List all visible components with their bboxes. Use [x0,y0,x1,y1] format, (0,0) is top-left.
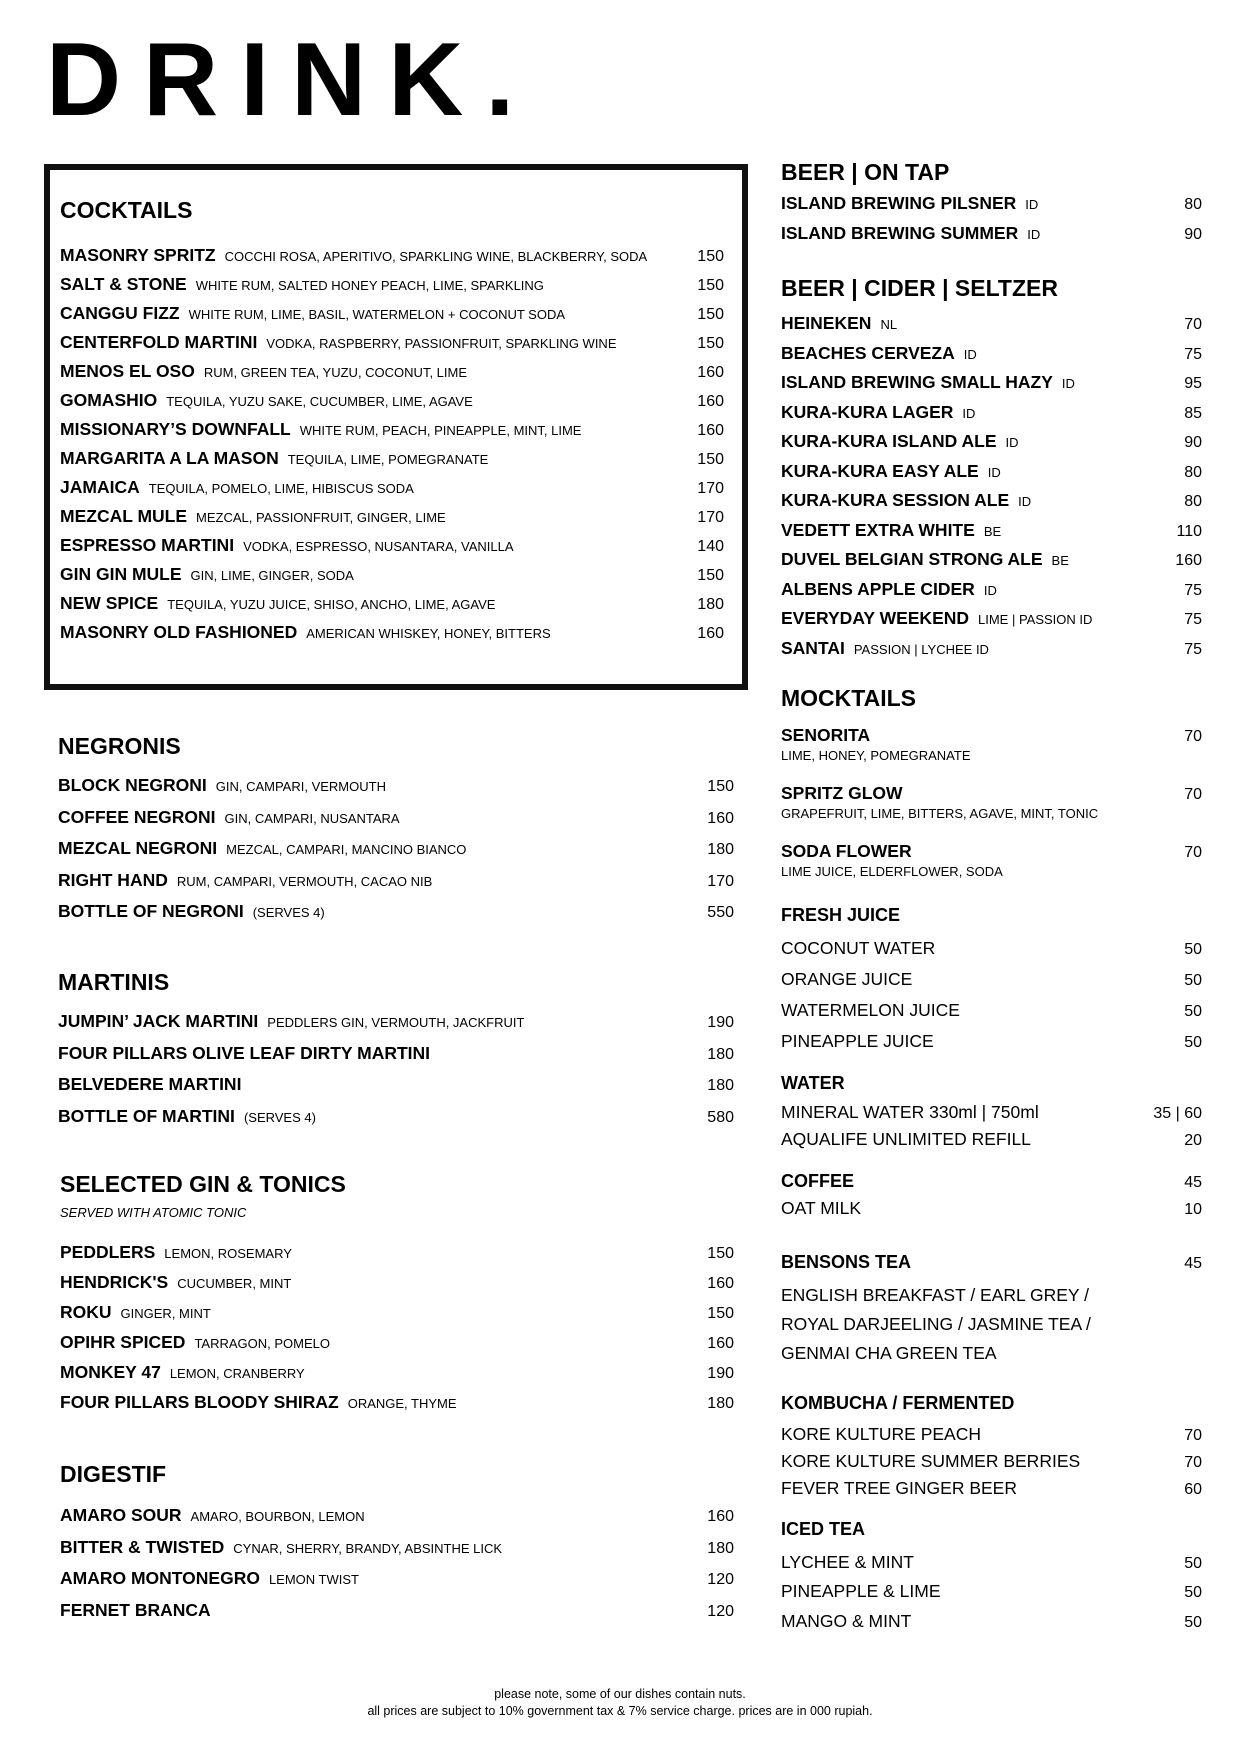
item-name: MASONRY SPRITZ [60,245,216,266]
item-name: ORANGE JUICE [781,968,913,989]
item-ingredients: GIN, CAMPARI, VERMOUTH [215,779,386,795]
item-name: DUVEL BELGIAN STRONG ALE [781,549,1043,570]
item-price: 150 [697,335,724,353]
item-price: 170 [697,480,724,498]
item-name: JAMAICA [60,477,140,498]
item-price: 160 [1175,552,1202,570]
item-price: 180 [707,1077,734,1095]
item-name: AQUALIFE UNLIMITED REFILL [781,1128,1031,1149]
item-ingredients: TEQUILA, YUZU JUICE, SHISO, ANCHO, LIME, AGAVE [167,597,496,613]
kombucha-section [781,1394,1202,1505]
item-price: 10 [1184,1201,1202,1218]
menu-item [58,901,734,933]
beer-cider-heading: BEER | CIDER | SELTZER [781,275,1058,301]
tea-heading: BENSONS TEA [781,1252,912,1272]
item-name: BOTTLE OF MARTINI [58,1105,235,1126]
kombucha-heading: KOMBUCHA / FERMENTED [781,1393,1015,1413]
item-ingredients: BE [1051,553,1069,569]
item-name: KORE KULTURE SUMMER BERRIES [781,1450,1081,1471]
martinis-heading: MARTINIS [58,969,170,995]
item-name: MEZCAL MULE [60,506,188,527]
item-price: 75 [1184,581,1202,599]
item-price: 550 [707,904,734,922]
item-price: 160 [707,1508,734,1526]
menu-item [60,303,724,332]
item-price: 70 [1184,728,1202,746]
menu-item [781,1581,1202,1611]
item-name: ISLAND BREWING SUMMER [781,223,1019,244]
coffee-price: 45 [1184,1174,1202,1191]
item-price: 180 [707,1395,734,1413]
iced-tea-heading: ICED TEA [781,1519,866,1539]
item-name: LYCHEE & MINT [781,1551,914,1572]
item-ingredients: GIN, LIME, GINGER, SODA [190,568,354,584]
item-price: 50 [1184,971,1202,989]
menu-item [60,1332,734,1362]
menu-item [60,1392,734,1422]
item-price: 110 [1176,522,1202,540]
menu-item [58,1043,734,1075]
item-price: 35 | 60 [1153,1104,1202,1122]
item-price: 50 [1184,1033,1202,1051]
item-name: AMARO SOUR [60,1505,182,1526]
item-name: HENDRICK'S [60,1272,169,1293]
tea-line: ENGLISH BREAKFAST / EARL GREY / [781,1285,1089,1305]
item-name: KURA-KURA ISLAND ALE [781,431,997,452]
water-heading: WATER [781,1073,845,1093]
mocktails-heading: MOCKTAILS [781,685,917,711]
item-price: 150 [697,567,724,585]
menu-item [60,1568,734,1600]
item-ingredients: VODKA, ESPRESSO, NUSANTARA, VANILLA [243,539,514,555]
item-price: 60 [1184,1480,1202,1498]
menu-item [60,1362,734,1392]
menu-item [60,477,724,506]
coffee-section [781,1172,1202,1226]
item-ingredients: MEZCAL, PASSIONFRUIT, GINGER, LIME [196,510,446,526]
item-name: PINEAPPLE & LIME [781,1581,941,1602]
menu-item [781,520,1202,550]
item-name: ISLAND BREWING PILSNER [781,193,1017,214]
item-name: MANGO & MINT [781,1610,912,1631]
item-ingredients: PASSION | LYCHEE ID [853,641,989,657]
item-price: 190 [707,1365,734,1383]
menu-item [58,1011,734,1043]
item-price: 20 [1184,1131,1202,1149]
item-ingredients: TEQUILA, LIME, POMEGRANATE [287,452,489,468]
item-price: 160 [697,422,724,440]
item-ingredients: LEMON TWIST [268,1572,359,1588]
item-name: SALT & STONE [60,274,187,295]
item-name: SODA FLOWER [781,841,912,862]
menu-item [781,1424,1202,1451]
item-price: 150 [697,306,724,324]
item-ingredients: ID [1061,376,1075,392]
item-name: KURA-KURA SESSION ALE [781,490,1010,511]
item-price: 50 [1184,1584,1202,1602]
gin-tonics-note: SERVED WITH ATOMIC TONIC [60,1205,247,1221]
item-price: 150 [707,1305,734,1323]
item-name: MISSIONARY’S DOWNFALL [60,419,291,440]
tea-heading-row [781,1253,1202,1273]
item-ingredients: GIN, CAMPARI, NUSANTARA [224,810,400,826]
item-price: 160 [697,625,724,643]
item-name: SPRITZ GLOW [781,783,903,804]
footer-tax-note: all prices are subject to 10% government tax & 7% service charge. prices are in 000 rupiah. [367,1704,873,1718]
item-price: 170 [697,509,724,527]
item-ingredients: MEZCAL, CAMPARI, MANCINO BIANCO [226,842,467,858]
menu-item [58,870,734,902]
item-price: 150 [697,277,724,295]
mocktails-section [781,686,1202,899]
cocktails-heading: COCKTAILS [60,197,193,223]
item-ingredients: RUM, CAMPARI, VERMOUTH, CACAO NIB [176,873,433,889]
item-price: 150 [697,248,724,266]
item-ingredients: LEMON, CRANBERRY [169,1366,305,1382]
item-name: COCONUT WATER [781,937,936,958]
menu-item [58,1074,734,1106]
tea-section [781,1253,1202,1368]
item-price: 190 [707,1014,734,1032]
menu-item [781,549,1202,579]
item-name: MENOS EL OSO [60,361,195,382]
gin-tonics-heading: SELECTED GIN & TONICS [60,1171,346,1197]
item-name: MONKEY 47 [60,1362,161,1383]
menu-item [60,1600,734,1632]
menu-item [60,1302,734,1332]
item-ingredients: LEMON, ROSEMARY [164,1246,292,1262]
footer-nuts-note: please note, some of our dishes contain nuts. [494,1687,746,1701]
item-price: 150 [697,451,724,469]
menu-item [60,448,724,477]
item-ingredients: LIME JUICE, ELDERFLOWER, SODA [781,864,1003,880]
menu-item [781,1552,1202,1582]
item-ingredients: ID [962,405,976,421]
item-name: PEDDLERS [60,1242,156,1263]
menu-item [60,535,724,564]
menu-item [60,1242,734,1272]
item-ingredients: ID [963,346,977,362]
menu-item [60,1272,734,1302]
item-price: 180 [697,596,724,614]
item-price: 160 [707,1275,734,1293]
item-name: WATERMELON JUICE [781,999,960,1020]
menu-item [781,1031,1202,1062]
item-ingredients: RUM, GREEN TEA, YUZU, COCONUT, LIME [203,365,468,381]
martinis-section [58,970,734,1137]
menu-item [781,461,1202,491]
item-name: FOUR PILLARS BLOODY SHIRAZ [60,1392,339,1413]
item-name: KORE KULTURE PEACH [781,1423,981,1444]
item-price: 160 [697,393,724,411]
item-name: EVERYDAY WEEKEND [781,608,970,629]
water-section [781,1074,1202,1156]
item-name: ISLAND BREWING SMALL HAZY [781,372,1053,393]
menu-item [781,608,1202,638]
item-ingredients: GINGER, MINT [120,1306,211,1322]
item-price: 160 [707,1335,734,1353]
tea-line: ROYAL DARJEELING / JASMINE TEA / [781,1314,1091,1334]
menu-item [60,332,724,361]
beer-tap-section [781,160,1202,253]
item-name: AMARO MONTONEGRO [60,1568,260,1589]
item-name: BEACHES CERVEZA [781,342,955,363]
item-ingredients: ID [1025,197,1039,213]
item-name: ROKU [60,1302,112,1323]
iced-tea-section [781,1520,1202,1640]
menu-item [58,1106,734,1138]
tea-price: 45 [1184,1255,1202,1272]
item-ingredients: BE [983,523,1002,539]
digestif-section [60,1462,734,1631]
item-price: 90 [1184,226,1202,244]
item-price: 75 [1184,640,1202,658]
menu-item [781,783,1202,841]
item-price: 50 [1184,1554,1202,1572]
menu-item [781,431,1202,461]
menu-item [781,372,1202,402]
item-name: NEW SPICE [60,593,159,614]
item-name: ESPRESSO MARTINI [60,535,235,556]
item-name: KURA-KURA LAGER [781,401,954,422]
menu-item [58,838,734,870]
item-name: BELVEDERE MARTINI [58,1074,242,1095]
menu-item [781,841,1202,899]
item-ingredients: TEQUILA, POMELO, LIME, HIBISCUS SODA [148,481,414,497]
item-price: 120 [707,1571,734,1589]
item-ingredients: ID [983,582,997,598]
menu-item [781,193,1202,223]
negronis-heading: NEGRONIS [58,733,181,759]
item-price: 150 [707,778,734,796]
menu-item [60,593,724,622]
item-name: VEDETT EXTRA WHITE [781,519,975,540]
item-name: JUMPIN’ JACK MARTINI [58,1011,259,1032]
item-price: 80 [1184,196,1202,214]
item-ingredients: COCCHI ROSA, APERITIVO, SPARKLING WINE, BLACKBERRY, SODA [224,249,648,265]
item-price: 160 [697,364,724,382]
item-ingredients: WHITE RUM, SALTED HONEY PEACH, LIME, SPARKLING [195,278,544,294]
digestif-heading: DIGESTIF [60,1461,167,1487]
item-name: FOUR PILLARS OLIVE LEAF DIRTY MARTINI [58,1042,431,1063]
item-price: 90 [1184,434,1202,452]
menu-item [60,245,724,274]
menu-item [781,1000,1202,1031]
item-price: 180 [707,841,734,859]
item-price: 70 [1184,844,1202,862]
menu-item [60,622,724,651]
item-price: 580 [707,1108,734,1126]
item-price: 170 [707,872,734,890]
item-name: SANTAI [781,637,845,658]
page-title: DRINK. [46,22,537,138]
menu-item [60,506,724,535]
item-name: MARGARITA A LA MASON [60,448,279,469]
item-ingredients: PEDDLERS GIN, VERMOUTH, JACKFRUIT [267,1015,525,1031]
item-ingredients: TARRAGON, POMELO [194,1336,331,1352]
item-name: RIGHT HAND [58,869,168,890]
fresh-juice-section [781,906,1202,1062]
item-name: FEVER TREE GINGER BEER [781,1477,1017,1498]
item-ingredients: CUCUMBER, MINT [177,1276,292,1292]
menu-item [60,1505,734,1537]
menu-item [781,938,1202,969]
item-name: BLOCK NEGRONI [58,775,207,796]
item-name: CENTERFOLD MARTINI [60,332,258,353]
item-ingredients: NL [880,317,898,333]
item-name: CANGGU FIZZ [60,303,180,324]
menu-item [781,1611,1202,1641]
item-ingredients: LIME | PASSION ID [978,612,1093,628]
item-price: 95 [1184,375,1202,393]
item-price: 80 [1184,493,1202,511]
item-name: KURA-KURA EASY ALE [781,460,979,481]
beer-tap-heading: BEER | ON TAP [781,159,950,185]
item-price: 140 [697,538,724,556]
item-name: BITTER & TWISTED [60,1536,225,1557]
menu-item [781,1451,1202,1478]
item-name: GOMASHIO [60,390,158,411]
item-ingredients: (SERVES 4) [252,905,325,921]
fresh-juice-heading: FRESH JUICE [781,905,901,925]
item-price: 180 [707,1045,734,1063]
cocktails-section [60,198,724,651]
item-name: GIN GIN MULE [60,564,182,585]
item-price: 160 [707,809,734,827]
item-ingredients: CYNAR, SHERRY, BRANDY, ABSINTHE LICK [233,1540,503,1556]
item-price: 50 [1184,1002,1202,1020]
menu-item [781,969,1202,1000]
item-name: FERNET BRANCA [60,1599,211,1620]
item-name: COFFEE NEGRONI [58,806,216,827]
item-price: 180 [707,1539,734,1557]
item-name: HEINEKEN [781,313,872,334]
item-name: OAT MILK [781,1198,862,1218]
menu-item [781,490,1202,520]
menu-item [781,313,1202,343]
negronis-section [58,734,734,933]
item-name: PINEAPPLE JUICE [781,1030,934,1051]
item-price: 80 [1184,463,1202,481]
item-price: 70 [1184,1426,1202,1444]
item-price: 85 [1184,404,1202,422]
coffee-heading: COFFEE [781,1171,855,1191]
coffee-heading-row [781,1172,1202,1192]
menu-item [58,807,734,839]
beer-cider-section [781,276,1202,667]
item-ingredients: TEQUILA, YUZU SAKE, CUCUMBER, LIME, AGAVE [166,394,473,410]
item-ingredients: AMERICAN WHISKEY, HONEY, BITTERS [306,626,551,642]
item-price: 70 [1184,1453,1202,1471]
item-price: 70 [1184,786,1202,804]
item-name: MINERAL WATER 330ml | 750ml [781,1101,1039,1122]
menu-item [781,343,1202,373]
menu-item [60,390,724,419]
menu-item [781,638,1202,668]
item-price: 70 [1184,316,1202,334]
item-ingredients: VODKA, RASPBERRY, PASSIONFRUIT, SPARKLING WINE [266,336,617,352]
menu-item [58,775,734,807]
footer [0,1686,1240,1720]
item-price: 150 [707,1245,734,1263]
gin-tonics-section [60,1172,734,1422]
item-price: 50 [1184,1613,1202,1631]
menu-item [781,1102,1202,1129]
item-ingredients: ID [1005,435,1019,451]
menu-item [781,223,1202,253]
item-name: ALBENS APPLE CIDER [781,578,975,599]
item-ingredients: GRAPEFRUIT, LIME, BITTERS, AGAVE, MINT, TONIC [781,806,1099,822]
menu-item [781,1198,1202,1226]
item-ingredients: WHITE RUM, LIME, BASIL, WATERMELON + COCONUT SODA [188,307,566,323]
menu-item [781,402,1202,432]
menu-item [60,564,724,593]
menu-item [781,579,1202,609]
item-name: SENORITA [781,725,871,746]
menu-item [781,1478,1202,1505]
menu-item [60,419,724,448]
item-price: 50 [1184,940,1202,958]
item-name: OPIHR SPICED [60,1332,186,1353]
menu-item [60,361,724,390]
item-ingredients: (SERVES 4) [243,1109,316,1125]
item-ingredients: AMARO, BOURBON, LEMON [190,1509,365,1525]
menu-item [781,725,1202,783]
item-price: 75 [1184,611,1202,629]
tea-line: GENMAI CHA GREEN TEA [781,1343,997,1363]
menu-item [60,1537,734,1569]
item-price: 75 [1184,345,1202,363]
item-ingredients: LIME, HONEY, POMEGRANATE [781,748,971,764]
item-ingredients: ID [1027,227,1041,243]
item-ingredients: WHITE RUM, PEACH, PINEAPPLE, MINT, LIME [299,423,582,439]
item-ingredients: ORANGE, THYME [347,1396,457,1412]
menu-item [60,274,724,303]
item-price: 120 [707,1602,734,1620]
menu-item [781,1129,1202,1156]
item-name: MASONRY OLD FASHIONED [60,622,298,643]
item-name: MEZCAL NEGRONI [58,838,218,859]
item-ingredients: ID [987,464,1001,480]
item-name: BOTTLE OF NEGRONI [58,901,244,922]
item-ingredients: ID [1018,494,1032,510]
